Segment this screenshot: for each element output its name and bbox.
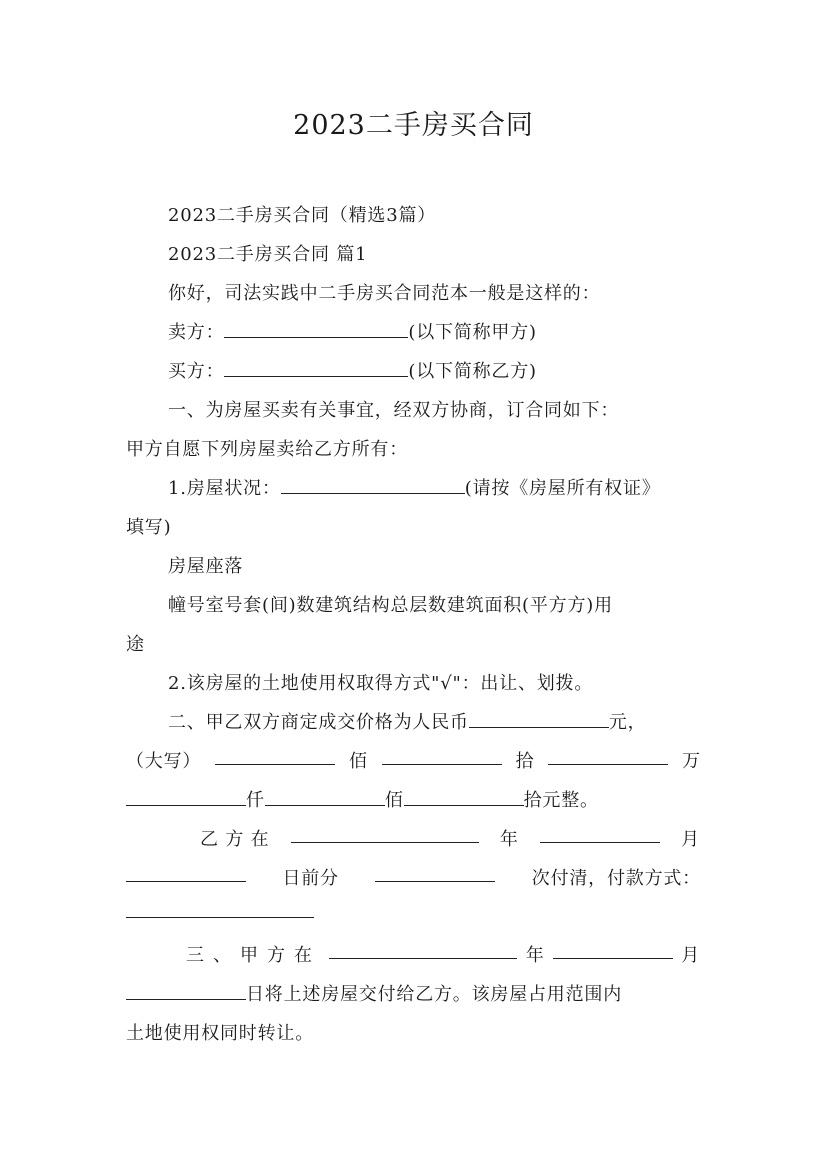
month-blank [553,941,673,959]
payment-method-blank [126,900,314,918]
price-unit: 元， [608,712,647,733]
paragraph: 甲方自愿下列房屋卖给乙方所有： [126,439,408,460]
day-blank [126,982,246,1000]
paragraph: 土地使用权同时转让。 [126,1023,314,1044]
seller-note: (以下简称甲方) [408,322,537,343]
payment-method-line [126,900,314,923]
year-label: 年 [499,829,519,850]
amount-blank [126,788,246,806]
delivery-text: 日将上述房屋交付给乙方。该房屋占用范围内 [246,984,622,1005]
payment-terms-line [126,864,701,890]
delivery-date-line [186,941,700,967]
amount-words-label: （大写） [126,751,202,772]
year-label: 年 [525,945,545,966]
amount-words-line [126,747,701,773]
seller-blank [224,320,408,338]
month-label: 月 [681,945,700,966]
seller-label: 卖方： [168,322,225,343]
installments-blank [375,864,495,882]
property-status-blank [281,476,465,494]
unit-yuan: 拾元整。 [523,790,599,811]
paragraph: 填写) [126,517,172,538]
unit-bai: 佰 [348,751,368,772]
property-location: 房屋座落 [168,556,244,577]
clause-one: 一、为房屋买卖有关事宜，经双方协商，订合同如下： [168,400,620,421]
property-status-label: 1.房屋状况： [168,478,281,499]
buyer-line [168,357,537,383]
month-blank [540,825,660,843]
paragraph: 你好，司法实践中二手房买合同范本一般是这样的： [168,283,601,304]
property-fields: 幢号室号套(间)数建筑结构总层数建筑面积(平方方)用 [168,595,613,616]
seller-line [168,318,537,344]
buyer-label: 买方： [168,361,225,382]
unit-shi: 拾 [515,751,535,772]
buyer-note: (以下简称乙方) [408,361,537,382]
amount-blank [548,747,668,765]
payment-party: 乙 方 在 [200,829,270,850]
property-status-note: (请按《房屋所有权证》 [464,478,661,499]
unit-qian: 仟 [246,790,265,811]
payment-date-line [200,825,700,851]
day-blank [126,864,246,882]
price-label: 二、甲乙双方商定成交价格为人民币 [168,712,469,733]
year-blank [329,941,517,959]
section-heading: 2023二手房买合同 篇1 [168,244,368,265]
document-title: 2023二手房买合同 [293,110,534,141]
delivery-line [126,980,622,1006]
amount-blank [215,747,335,765]
amount-blank [382,747,502,765]
day-label: 日前分 [282,868,339,889]
installments-label: 次付清，付款方式： [531,868,701,889]
amount-words-line-2 [126,786,599,812]
price-blank [469,710,609,728]
land-use-line: 2.该房屋的土地使用权取得方式"√"：出让、划拨。 [168,673,594,694]
amount-blank [265,788,385,806]
price-line [168,708,646,734]
unit-bai: 佰 [384,790,404,811]
doc-subtitle: 2023二手房买合同（精选3篇） [168,205,437,226]
clause-three-label: 三、甲方在 [186,945,321,966]
month-label: 月 [681,829,700,850]
paragraph: 途 [126,634,145,655]
amount-blank [404,788,524,806]
property-status-line [168,474,661,500]
year-blank [291,825,479,843]
buyer-blank [224,359,408,377]
unit-wan: 万 [682,751,701,772]
